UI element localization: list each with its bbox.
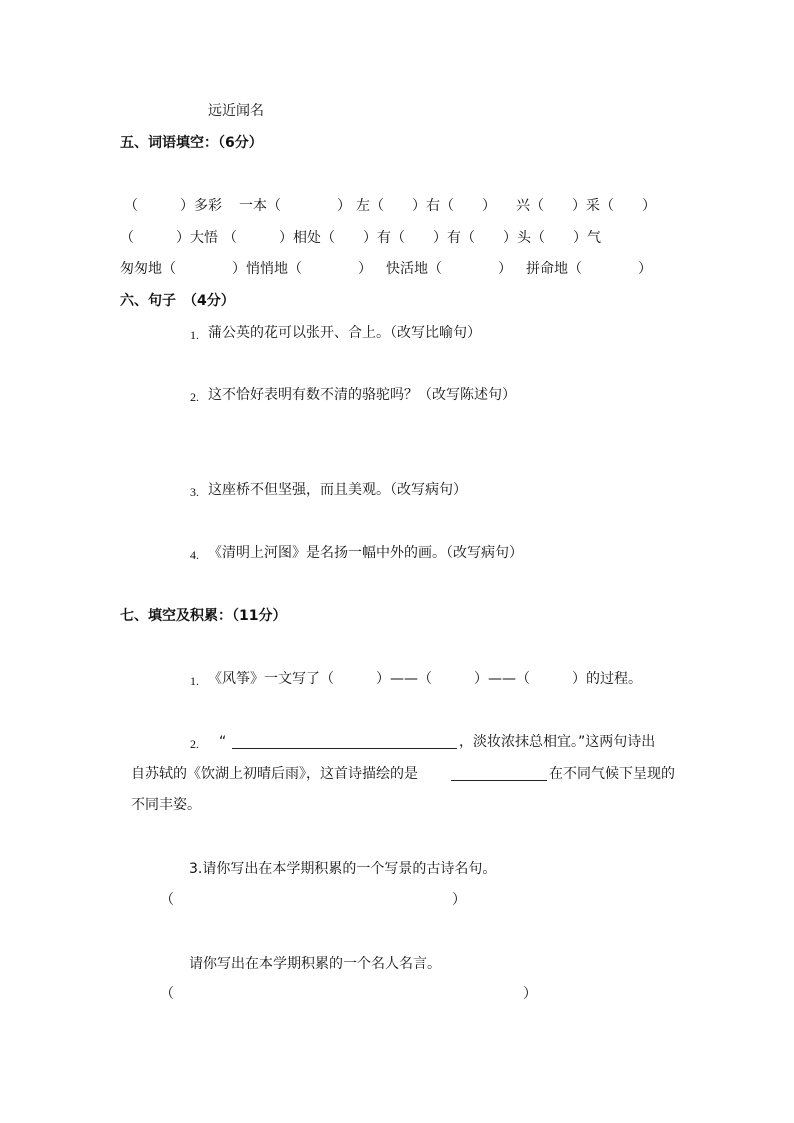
open-quote: “	[219, 734, 227, 750]
question-number: 1.	[190, 328, 199, 342]
fill-blank-item: 一本（ ）	[239, 198, 351, 214]
poem-question-text: 在不同气候下呈现的	[549, 766, 675, 782]
fill-blank-item: 匆匆地（ ）	[120, 261, 246, 277]
fill-blank-item: 悄悄地（ ）	[246, 261, 372, 277]
fill-blank-item: 快活地（ ）	[386, 261, 512, 277]
fill-question: 《风筝》一文写了（ ）——（ ）——（ ）的过程。	[208, 671, 642, 687]
fill-question: 3.请你写出在本学期积累的一个写景的古诗名句。	[189, 861, 497, 877]
question-number: 1.	[190, 674, 199, 688]
answer-bracket-close: ）	[523, 986, 537, 1002]
section-7-title: 七、填空及积累：（11分）	[120, 608, 287, 624]
answer-bracket-open: （	[160, 986, 174, 1002]
vocab-item-yuanjinwenming: 远近闻名	[208, 103, 264, 119]
fill-blank-item: （ ）大悟	[120, 230, 218, 246]
sentence-question: 《清明上河图》是名扬一幅中外的画。（改写病句）	[208, 545, 523, 561]
fill-blank-item: 兴（ ）采（ ）	[516, 198, 656, 214]
poem-question-text: 不同丰姿。	[131, 797, 201, 813]
answer-blank-line[interactable]	[451, 780, 547, 781]
poem-question-text: 自苏轼的《饮湖上初晴后雨》，这首诗描绘的是	[131, 766, 418, 782]
answer-bracket-open: （	[160, 892, 174, 908]
question-number: 3.	[190, 485, 199, 499]
fill-blank-item: 拼命地（ ）	[526, 261, 652, 277]
fill-blank-item: 左（ ）右（ ）	[356, 198, 496, 214]
fill-blank-item: （ ）多彩	[124, 198, 222, 214]
answer-blank-line[interactable]	[232, 748, 457, 749]
section-5-title: 五、词语填空：（6分）	[120, 135, 263, 151]
fill-question: 请你写出在本学期积累的一个名人名言。	[189, 956, 441, 972]
question-number: 2.	[190, 390, 199, 404]
sentence-question: 蒲公英的花可以张开、合上。（改写比喻句）	[208, 325, 481, 341]
poem-question-text: ，淡妆浓抹总相宜。”这两句诗出	[459, 734, 656, 750]
sentence-question: 这座桥不但坚强，而且美观。（改写病句）	[208, 482, 467, 498]
answer-bracket-close: ）	[452, 892, 466, 908]
sentence-question: 这不恰好表明有数不清的骆驼吗？（改写陈述句）	[208, 387, 516, 403]
question-number: 4.	[190, 548, 199, 562]
fill-blank-item: （ ）相处（ ）有（ ）有（ ）头（ ）气	[223, 230, 601, 246]
section-6-title: 六、句子 （4分）	[120, 293, 235, 309]
question-number: 2.	[190, 737, 199, 751]
